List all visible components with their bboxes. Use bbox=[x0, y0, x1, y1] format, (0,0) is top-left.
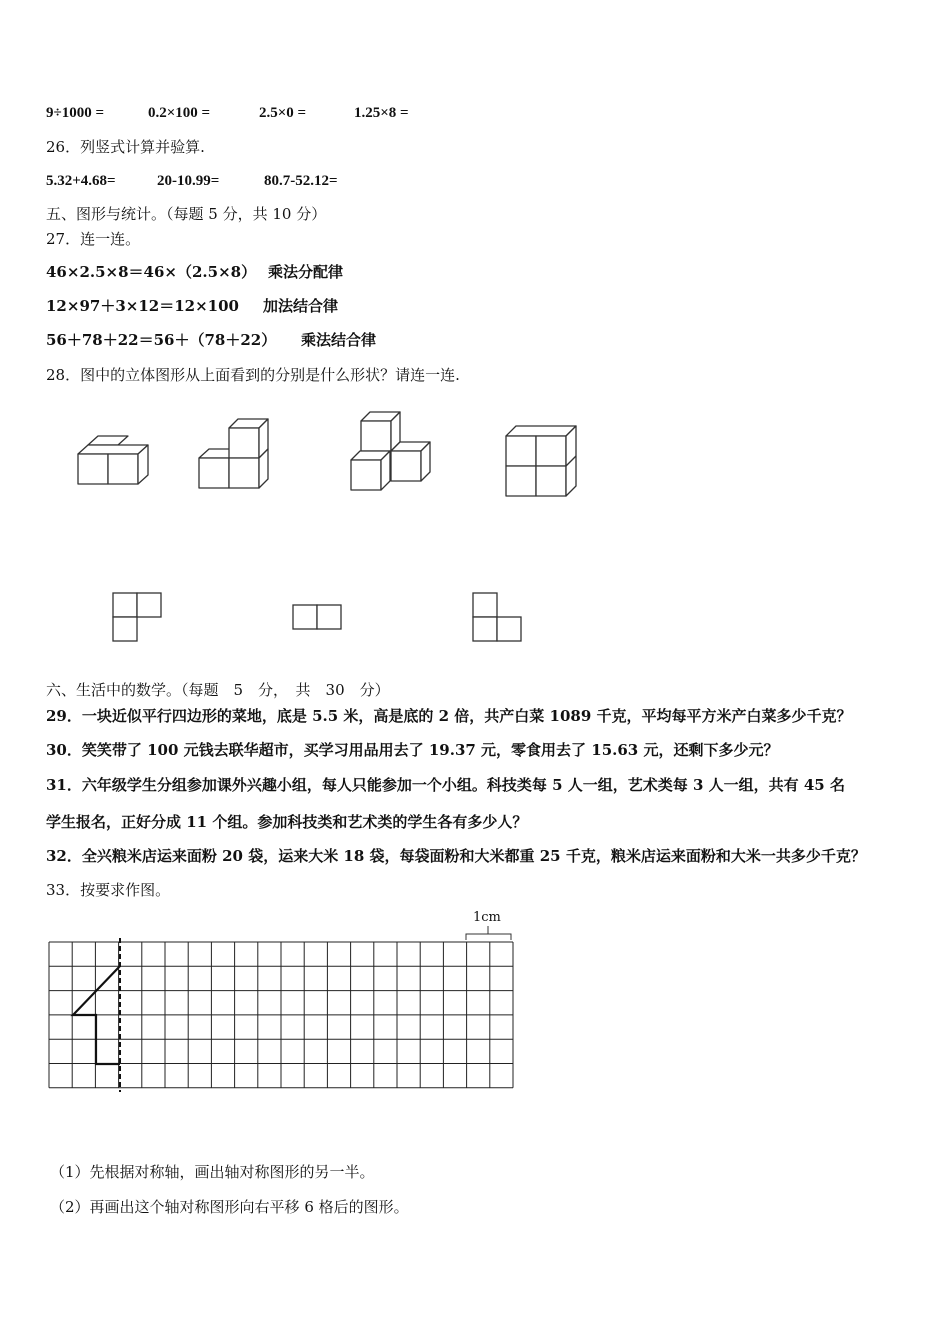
unit-bracket bbox=[466, 934, 511, 940]
calc-item: 2.5×0 = bbox=[259, 105, 307, 121]
calc-item: 20-10.99= bbox=[157, 173, 220, 189]
top-view-c bbox=[473, 593, 521, 641]
match-left-2: 12×97＋3×12＝12×100 bbox=[46, 297, 239, 315]
calc-item: 0.2×100 = bbox=[148, 105, 211, 121]
unit-label: 1cm bbox=[473, 910, 501, 925]
match-right-2: 加法结合律 bbox=[263, 297, 339, 315]
question-33: 33．按要求作图。 bbox=[46, 881, 171, 899]
calc-item: 9÷1000 = bbox=[46, 105, 105, 121]
calc-item: 80.7-52.12= bbox=[264, 173, 338, 189]
question-28: 28．图中的立体图形从上面看到的分别是什么形状？请连一连. bbox=[46, 366, 460, 384]
calc-item: 1.25×8 = bbox=[354, 105, 409, 121]
match-left-3: 56＋78＋22＝56＋（78＋22） bbox=[46, 331, 277, 349]
solid-figure-1 bbox=[78, 436, 148, 484]
question-30: 30．笑笑带了 100 元钱去联华超市，买学习用品用去了 19.37 元，零食用去了 15.63 元，还剩下多少元？ bbox=[46, 741, 779, 759]
calc-item: 5.32+4.68= bbox=[46, 173, 116, 189]
top-view-b bbox=[293, 605, 341, 629]
question-26: 26．列竖式计算并验算. bbox=[46, 138, 205, 156]
section-6-heading: 六、生活中的数学。（每题 5 分， 共 30 分） bbox=[46, 681, 390, 699]
question-31-line-1: 31．六年级学生分组参加课外兴趣小组，每人只能参加一个小组。科技类每 5 人一组，艺术类每 3 人一组，共有 45 名 bbox=[46, 776, 845, 794]
match-left-1: 46×2.5×8＝46×（2.5×8） bbox=[46, 263, 257, 281]
solid-figure-3 bbox=[351, 412, 430, 490]
question-31-line-2: 学生报名，正好分成 11 个组。参加科技类和艺术类的学生各有多少人？ bbox=[46, 813, 528, 831]
task-2: （2）再画出这个轴对称图形向右平移 6 格后的图形。 bbox=[50, 1198, 409, 1216]
question-29: 29．一块近似平行四边形的菜地，底是 5.5 米，高是底的 2 倍，共产白菜 1089 千克，平均每平方米产白菜多少千克？ bbox=[46, 707, 852, 725]
section-5-heading: 五、图形与统计。（每题 5 分，共 10 分） bbox=[46, 205, 327, 223]
question-32: 32．全兴粮米店运来面粉 20 袋，运来大米 18 袋，每袋面粉和大米都重 25 千克，粮米店运来面粉和大米一共多少千克？ bbox=[46, 847, 866, 865]
match-right-1: 乘法分配律 bbox=[268, 263, 344, 281]
solid-figure-4 bbox=[506, 426, 576, 496]
solid-figure-2 bbox=[199, 419, 268, 488]
match-right-3: 乘法结合律 bbox=[301, 331, 377, 349]
top-view-a bbox=[113, 593, 161, 641]
drawing-grid bbox=[49, 926, 513, 1092]
task-1: （1）先根据对称轴，画出轴对称图形的另一半。 bbox=[50, 1163, 375, 1181]
question-27: 27．连一连。 bbox=[46, 230, 141, 248]
